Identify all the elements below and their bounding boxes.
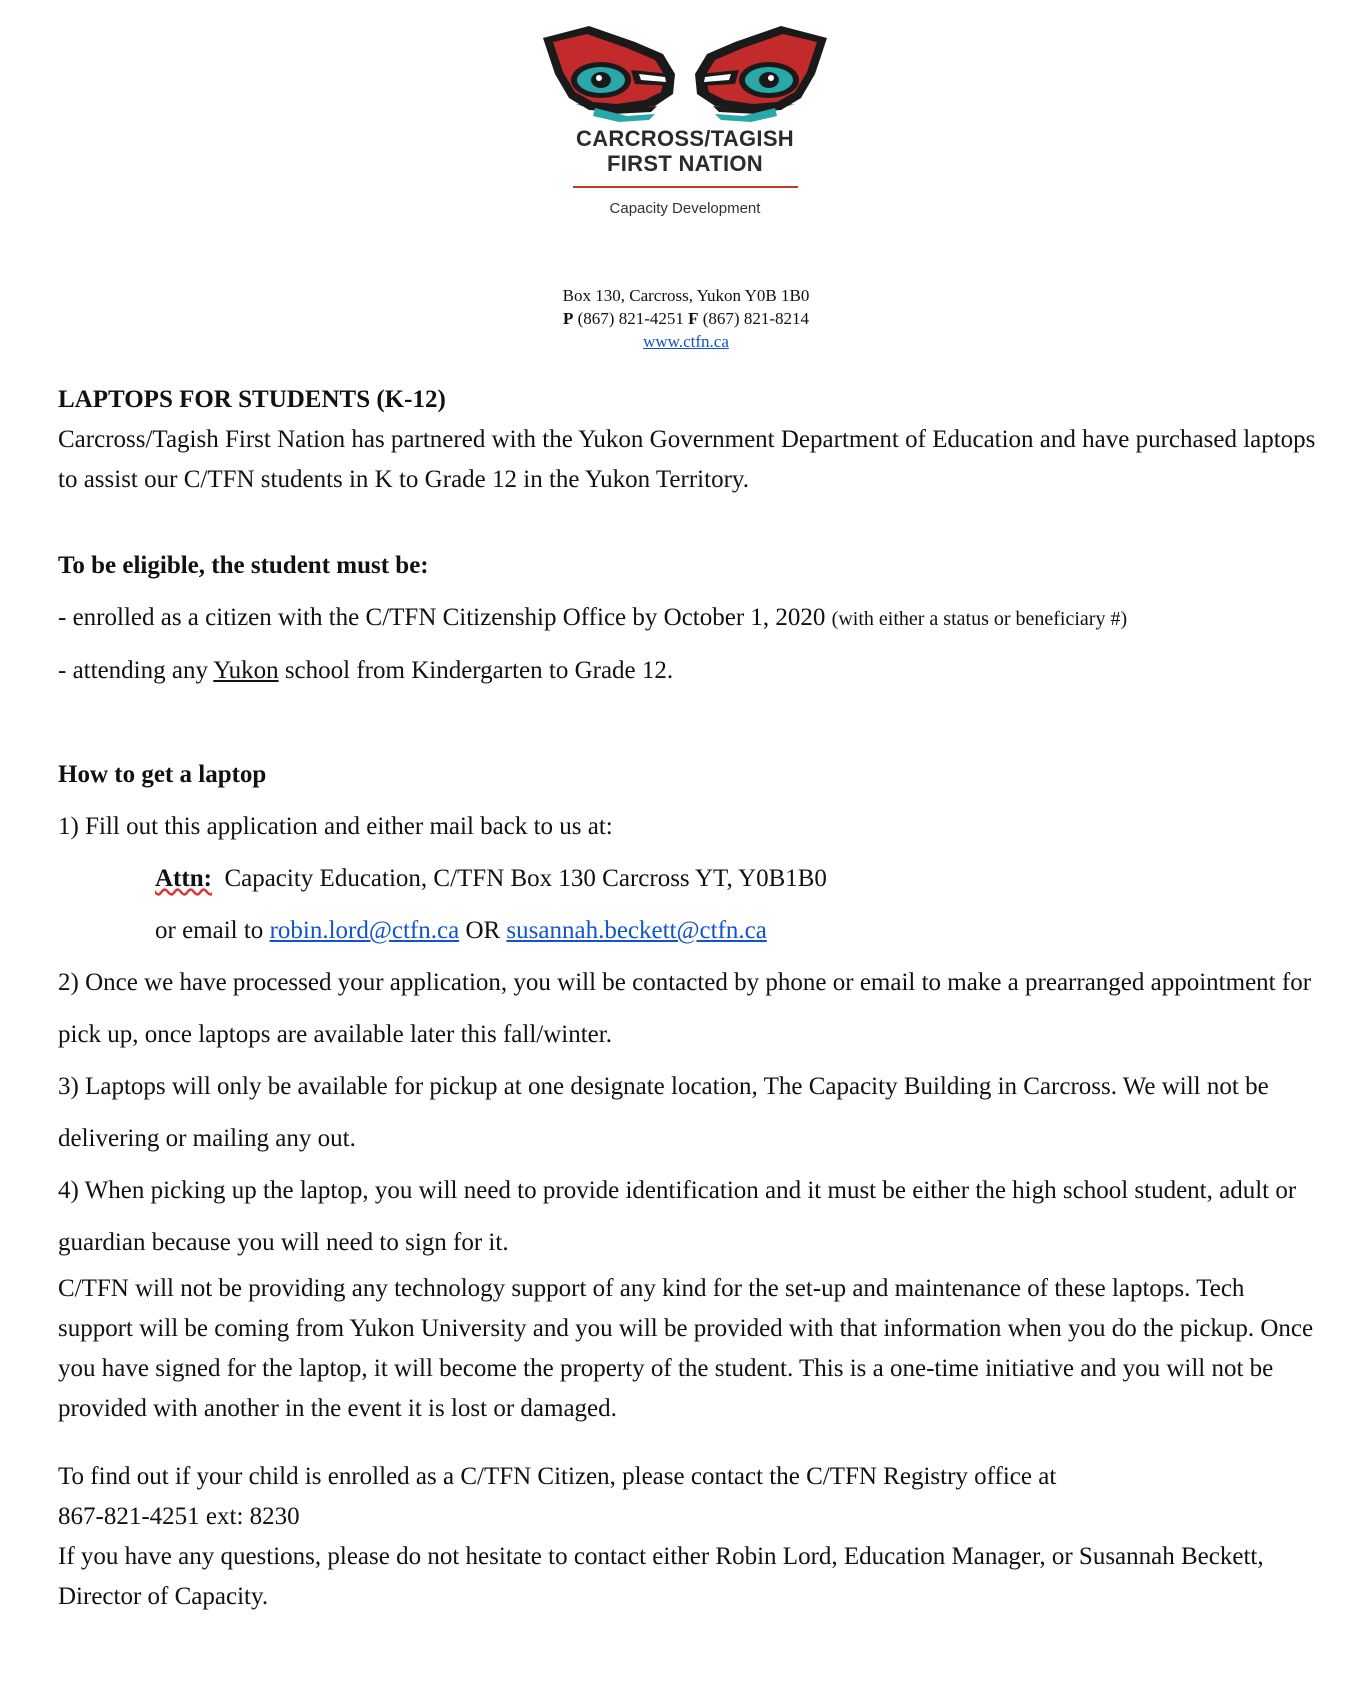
address-block [0, 284, 1372, 353]
attn-line [58, 853, 1320, 905]
logo-divider [573, 186, 798, 188]
support-note: C/TFN will not be providing any technology support of any kind for the set-up and maintenance of these laptops. Tech support will be coming from Yukon University and you will be provided with that information when you do the pickup. Once you have signed for the laptop, it will become the property of the student. This is a one-time initiative and you will not be provided with another in the event it is lost or damaged. [58, 1275, 1314, 1422]
mailing-address: Box 130, Carcross, Yukon Y0B 1B0 [562, 286, 810, 305]
eligibility-heading: To be eligible, the student must be: [58, 552, 429, 579]
step-4: 4) When picking up the laptop, you will need to provide identification and it must be either the high school student, adult or guardian because you will need to sign for it. [58, 1177, 1297, 1256]
step-2: 2) Once we have processed your application, you will be contacted by phone or email to make a prearranged appointment for pick up, once laptops are available later this fall/winter. [58, 969, 1312, 1048]
eligibility-item-enrolled-note: (with either a status or beneficiary #) [831, 608, 1128, 630]
phone-label: P [563, 309, 574, 328]
intro-paragraph: Carcross/Tagish First Nation has partnered with the Yukon Government Department of Education and have purchased laptops to assist our C/TFN students in K to Grade 12 in the Yukon Territory. [58, 426, 1316, 493]
eligibility-item-attending-prefix: - attending any [58, 657, 208, 684]
eligibility-item-enrolled-text: - enrolled as a citizen with the C/TFN Citizenship Office by October 1, 2020 [58, 604, 826, 631]
email-line [58, 905, 1320, 957]
header-logo [520, 22, 850, 217]
step-3: 3) Laptops will only be available for pickup at one designate location, The Capacity Building in Carcross. We will not be delivering or mailing any out. [58, 1073, 1269, 1152]
document-body [58, 380, 1320, 1617]
registry-phone: 867-821-4251 ext: 8230 [58, 1503, 300, 1530]
registry-text: To find out if your child is enrolled as a C/TFN Citizen, please contact the C/TFN Registry office at [58, 1463, 1057, 1490]
department-name: Capacity Development [609, 200, 761, 217]
org-name-line2: FIRST NATION [607, 151, 763, 176]
attn-label: Attn: [155, 865, 212, 892]
step-1: 1) Fill out this application and either mail back to us at: [58, 813, 613, 840]
phone-number: (867) 821-4251 [577, 309, 684, 328]
fax-number: (867) 821-8214 [702, 309, 809, 328]
ctfn-formline-logo-icon [535, 22, 835, 126]
howto-heading: How to get a laptop [58, 761, 267, 788]
eligibility-item-enrolled [58, 592, 1320, 645]
questions-paragraph: If you have any questions, please do not hesitate to contact either Robin Lord, Education Manager, or Susannah Beckett, Director of Capacity. [58, 1543, 1264, 1610]
contact-numbers [0, 307, 1372, 330]
document-title: LAPTOPS FOR STUDENTS (K-12) [58, 386, 446, 413]
fax-label: F [688, 309, 699, 328]
email-link-robin[interactable]: robin.lord@ctfn.ca [269, 917, 460, 944]
email-or: OR [465, 917, 501, 944]
email-link-susannah[interactable]: susannah.beckett@ctfn.ca [506, 917, 767, 944]
eligibility-item-attending-suffix: school from Kindergarten to Grade 12. [284, 657, 674, 684]
attn-address: Capacity Education, C/TFN Box 130 Carcross YT, Y0B1B0 [224, 865, 827, 892]
website-link[interactable]: www.ctfn.ca [643, 332, 729, 351]
org-name-line1: CARCROSS/TAGISH [576, 126, 794, 151]
eligibility-item-attending [58, 645, 1320, 697]
email-prefix: or email to [155, 917, 264, 944]
yukon-underlined: Yukon [213, 657, 279, 684]
